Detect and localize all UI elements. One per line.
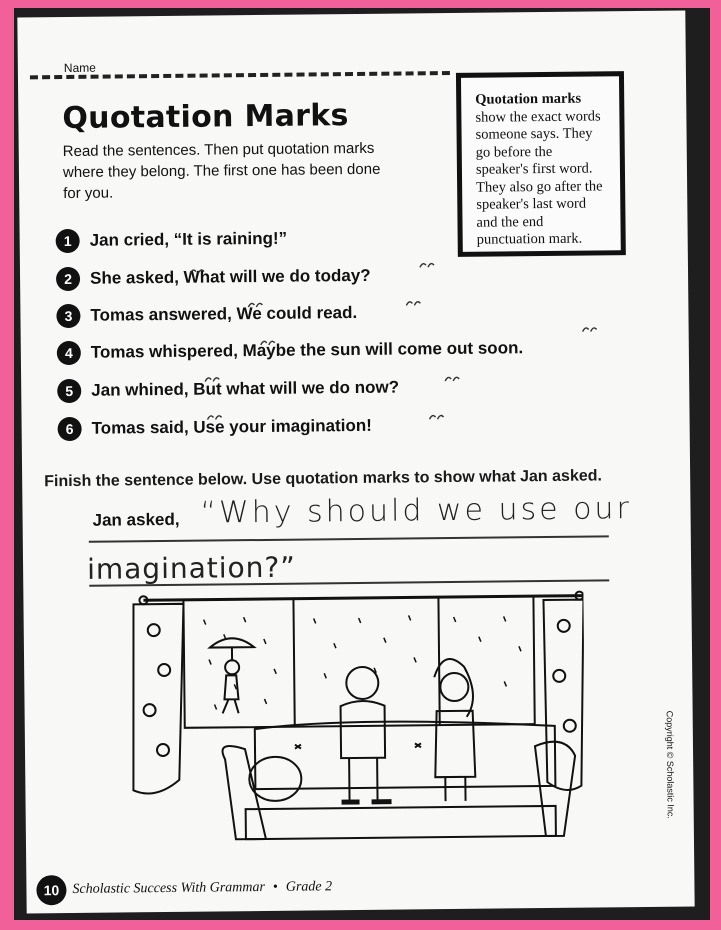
page-number: 10 bbox=[36, 875, 66, 905]
girl-figure bbox=[434, 659, 475, 801]
sentence-text: Tomas answered, We could read. bbox=[90, 302, 358, 325]
person-with-umbrella bbox=[210, 638, 255, 713]
worksheet-page bbox=[17, 11, 694, 914]
instructions: Read the sentences. Then put quotation marks where they belong. The first one has been done for you. bbox=[62, 139, 381, 203]
footer-bullet: • bbox=[272, 879, 278, 895]
page-footer bbox=[36, 872, 332, 905]
definition-text: show the exact words someone says. They go before the speaker's first word. They also go after the speaker's last word and the end punctuation mark. bbox=[475, 107, 603, 248]
item-number: 5 bbox=[57, 379, 81, 403]
item-number: 4 bbox=[57, 341, 81, 365]
window-frame bbox=[139, 592, 584, 729]
children-at-window-illustration bbox=[113, 586, 586, 861]
writing-line-1 bbox=[89, 535, 609, 542]
sentence-text: Jan cried, “It is raining!” bbox=[89, 228, 288, 250]
sentence-text: She asked, What will we do today? bbox=[89, 265, 371, 288]
answer-prefix: Jan asked, bbox=[92, 509, 180, 530]
finish-prompt: Finish the sentence below. Use quotation marks to show what Jan asked. bbox=[44, 467, 602, 491]
sentence-text: Tomas whispered, Maybe the sun will come out soon. bbox=[90, 338, 524, 362]
sentence-text: Tomas said, Use your imagination! bbox=[91, 415, 372, 438]
handwritten-answer-line-1: “Why should we use our bbox=[200, 491, 632, 531]
item-number: 3 bbox=[56, 304, 80, 328]
handwritten-quote-marks bbox=[20, 221, 691, 488]
page-title: Quotation Marks bbox=[62, 98, 349, 137]
definition-title: Quotation marks bbox=[475, 90, 582, 108]
handwritten-answer-line-2: imagination?” bbox=[86, 550, 296, 586]
footer-title: Scholastic Success With Grammar bbox=[72, 879, 266, 897]
curtain-left bbox=[131, 604, 185, 794]
item-number: 1 bbox=[56, 229, 80, 253]
item-number: 6 bbox=[58, 417, 82, 441]
copyright-notice: Copyright © Scholastic Inc. bbox=[664, 710, 676, 819]
name-label: Name bbox=[63, 60, 96, 76]
item-number: 2 bbox=[56, 267, 80, 291]
couch bbox=[222, 720, 576, 840]
boy-figure bbox=[340, 667, 391, 803]
sentence-text: Jan whined, But what will we do now? bbox=[91, 377, 400, 400]
curtain-right bbox=[543, 600, 585, 791]
footer-grade: Grade 2 bbox=[285, 879, 333, 895]
